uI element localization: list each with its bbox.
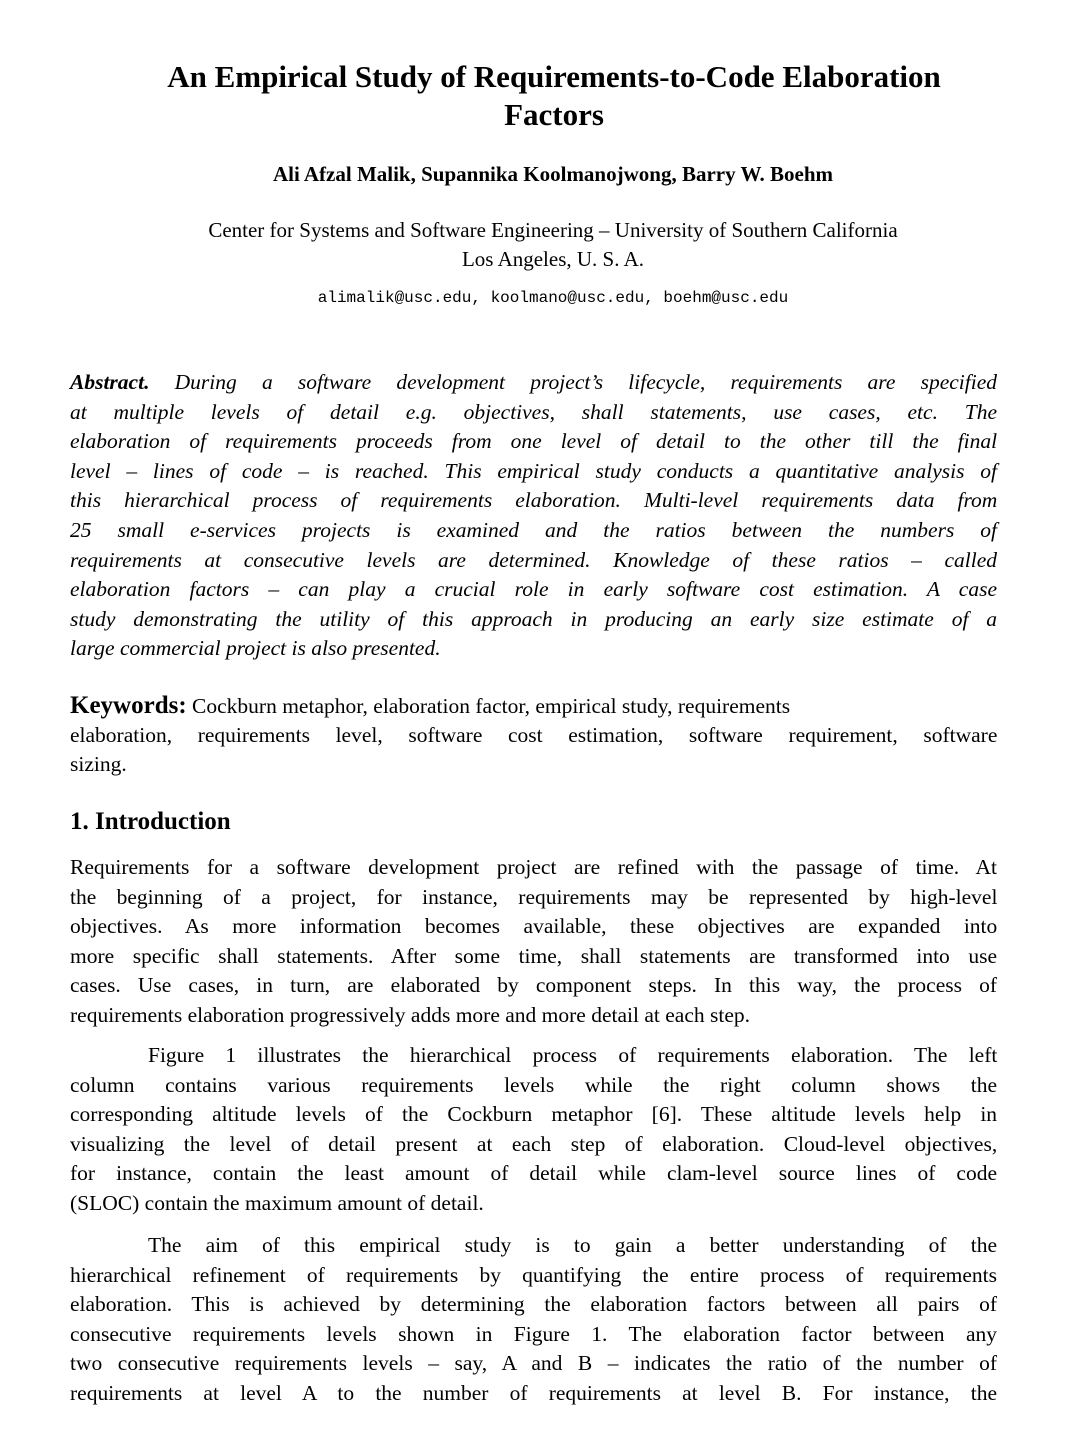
keywords-line: sizing. [70,752,127,777]
paper-title [0,58,1078,134]
title-line: An Empirical Study of Requirements-to-Code Elaboration [167,59,941,94]
paragraph-line: visualizing the level of detail present at each step of elaboration. Cloud-level objectives, [70,1131,998,1156]
abstract-line: this hierarchical process of requirements elaboration. Multi-level requirements data from [70,488,998,513]
section-heading: 1. Introduction [70,808,231,835]
abstract-line: level – lines of code – is reached. This empirical study conducts a quantitative analysis of [70,458,997,483]
paragraph-line: requirements at level A to the number of requirements at level B. For instance, the [70,1380,997,1405]
paragraph-line: corresponding altitude levels of the Cockburn metaphor [6]. These altitude levels help in [70,1102,998,1127]
paragraph-line: column contains various requirements levels while the right column shows the [70,1072,997,1097]
paragraph-line: The aim of this empirical study is to gain a better understanding of the [148,1233,997,1257]
paragraph-line: objectives. As more information becomes available, these objectives are expanded into [70,914,998,939]
paragraph-line: consecutive requirements levels shown in Figure 1. The elaboration factor between any [70,1321,997,1346]
paragraph-line: for instance, contain the least amount of detail while clam-level source lines of code [70,1161,997,1186]
abstract [70,368,997,664]
keywords-text: Cockburn metaphor, elaboration factor, empirical study, requirements [186,694,791,718]
abstract-line [70,368,997,398]
paragraph-line: the beginning of a project, for instance, requirements may be represented by high-level [70,884,998,909]
abstract-line: elaboration factors – can play a crucial role in early software cost estimation. A case [70,577,997,602]
paragraph-line: elaboration. This is achieved by determining the elaboration factors between all pairs of [70,1292,997,1317]
paragraph [70,1231,997,1409]
paragraph-line: Figure 1 illustrates the hierarchical process of requirements elaboration. The left [148,1043,998,1067]
paragraph-line: Requirements for a software development project are refined with the passage of time. At [70,855,997,879]
paragraph-line: cases. Use cases, in turn, are elaborated by component steps. In this way, the process of [70,973,997,998]
paragraph [70,853,997,1031]
paragraph-line: hierarchical refinement of requirements by quantifying the entire process of requirements [70,1262,997,1287]
paragraph-line: (SLOC) contain the maximum amount of detail. [70,1190,484,1215]
abstract-text: During a software development project’s lifecycle, requirements are specified [149,370,997,394]
abstract-line: large commercial project is also presented. [70,636,441,661]
abstract-line: requirements at consecutive levels are determined. Knowledge of these ratios – called [70,547,997,572]
keywords-line [70,691,997,721]
abstract-line: study demonstrating the utility of this approach in producing an early size estimate of a [70,606,998,631]
keywords-line: elaboration, requirements level, software cost estimation, software requirement, software [70,722,998,747]
affiliation-line: Los Angeles, U. S. A. [461,247,644,271]
keywords-label: Keywords: [70,692,187,719]
abstract-line: at multiple levels of detail e.g. objectives, shall statements, use cases, etc. The [70,399,997,424]
author-emails: alimalik@usc.edu, koolmano@usc.edu, boehm@usc.edu [317,289,789,307]
abstract-line: elaboration of requirements proceeds from one level of detail to the other till the final [70,429,998,454]
keywords [70,691,997,780]
paragraph [70,1041,997,1219]
affiliation [0,216,1078,274]
paragraph-line: requirements elaboration progressively adds more and more detail at each step. [70,1002,750,1027]
authors: Ali Afzal Malik, Supannika Koolmanojwong, Barry W. Boehm [272,162,834,186]
paragraph-line: two consecutive requirements levels – say, A and B – indicates the ratio of the number of [70,1351,997,1376]
abstract-label: Abstract. [70,370,150,394]
affiliation-line: Center for Systems and Software Engineering – University of Southern California [208,218,898,242]
abstract-line: 25 small e-services projects is examined and the ratios between the numbers of [70,517,997,542]
paragraph-line: more specific shall statements. After some time, shall statements are transformed into use [70,943,998,968]
title-line: Factors [504,97,604,132]
